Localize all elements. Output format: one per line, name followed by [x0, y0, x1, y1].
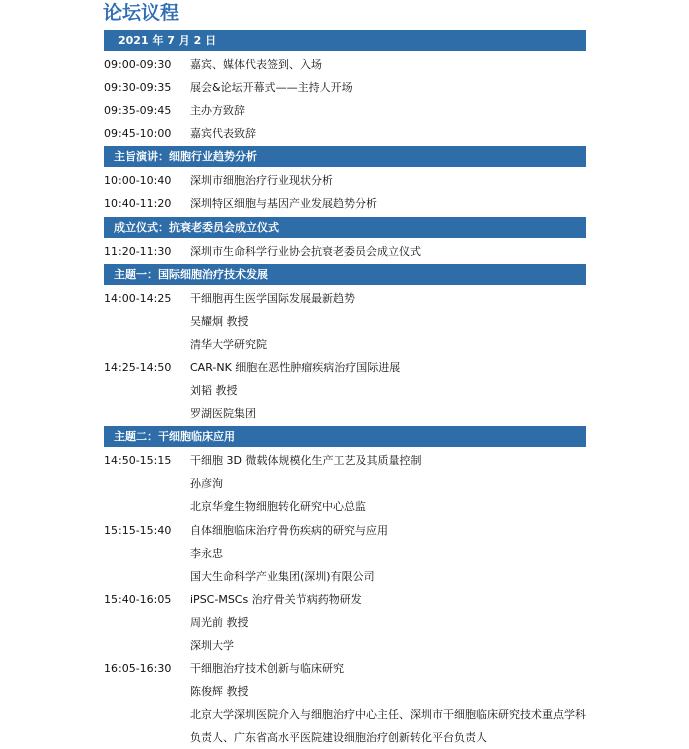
section-header-topic-two: 主题二：干细胞临床应用 — [104, 426, 586, 447]
agenda-row — [104, 99, 586, 122]
agenda-row — [104, 122, 586, 145]
affiliation-row — [104, 565, 586, 588]
section-header-topic-one: 主题一：国际细胞治疗技术发展 — [104, 264, 586, 285]
agenda-time: 15:15-15:40 — [104, 523, 172, 537]
agenda-time: 14:25-14:50 — [104, 360, 172, 374]
agenda-text: 自体细胞临床治疗骨伤疾病的研究与应用 — [190, 523, 388, 537]
agenda-row — [104, 356, 586, 379]
agenda-time: 09:00-09:30 — [104, 58, 172, 71]
speaker-name: 吴耀炯 教授 — [190, 314, 249, 328]
agenda-text: 深圳特区细胞与基因产业发展趋势分析 — [190, 197, 377, 211]
section-header-keynote: 主旨演讲：细胞行业趋势分析 — [104, 146, 586, 167]
speaker-row — [104, 611, 586, 634]
affiliation-row — [104, 402, 586, 425]
section-header-ceremony: 成立仪式：抗衰老委员会成立仪式 — [104, 217, 586, 238]
speaker-row — [104, 680, 586, 703]
agenda-text: 深圳市生命科学行业协会抗衰老委员会成立仪式 — [190, 244, 421, 258]
agenda-row — [104, 76, 586, 99]
speaker-name: 李永忠 — [190, 546, 223, 560]
speaker-row — [104, 472, 586, 495]
speaker-affiliation: 北京华龛生物细胞转化研究中心总监 — [190, 500, 366, 514]
agenda-text: 主办方致辞 — [190, 104, 245, 118]
agenda-time: 11:20-11:30 — [104, 244, 172, 258]
agenda-text: 干细胞 3D 微载体规模化生产工艺及其质量控制 — [190, 454, 422, 468]
speaker-affiliation: 深圳大学 — [190, 638, 234, 652]
agenda-time: 15:40-16:05 — [104, 592, 172, 606]
agenda-text: CAR-NK 细胞在恶性肿瘤疾病治疗国际进展 — [190, 360, 401, 374]
agenda-time: 14:50-15:15 — [104, 454, 172, 468]
speaker-affiliation: 国大生命科学产业集团(深圳)有限公司 — [190, 569, 375, 583]
speaker-name: 刘韬 教授 — [190, 384, 238, 398]
agenda-text: iPSC-MSCs 治疗骨关节病药物研发 — [190, 592, 362, 606]
speaker-name: 陈俊辉 教授 — [190, 685, 249, 699]
agenda-time: 10:40-11:20 — [104, 197, 172, 211]
agenda-text: 嘉宾、媒体代表签到、入场 — [190, 58, 322, 71]
date-header: 2021 年 7 月 2 日 — [104, 30, 586, 51]
agenda-row — [104, 240, 586, 263]
speaker-row — [104, 310, 586, 333]
agenda-row — [104, 657, 586, 680]
agenda-text: 干细胞治疗技术创新与临床研究 — [190, 662, 344, 676]
speaker-affiliation-wrapped: 北京大学深圳医院介入与细胞治疗中心主任、深圳市干细胞临床研究技术重点学科负责人、广东省高水平医院建设细胞治疗创新转化平台负责人 — [190, 708, 586, 745]
affiliation-row — [104, 333, 586, 356]
agenda-row — [104, 169, 586, 192]
agenda-list — [104, 29, 586, 749]
speaker-row — [104, 542, 586, 565]
affiliation-row — [104, 495, 586, 518]
agenda-time: 09:45-10:00 — [104, 127, 172, 141]
agenda-row — [104, 53, 586, 76]
agenda-time: 10:00-10:40 — [104, 174, 172, 188]
page-title: 论坛议程 — [103, 2, 180, 24]
speaker-name: 周光前 教授 — [190, 615, 249, 629]
agenda-text: 深圳市细胞治疗行业现状分析 — [190, 174, 333, 188]
agenda-row — [104, 519, 586, 542]
agenda-text: 干细胞再生医学国际发展最新趋势 — [190, 291, 355, 305]
agenda-time: 09:30-09:35 — [104, 81, 172, 95]
speaker-affiliation: 罗湖医院集团 — [190, 407, 256, 421]
agenda-row — [104, 449, 586, 472]
speaker-affiliation: 清华大学研究院 — [190, 337, 267, 351]
affiliation-row — [104, 634, 586, 657]
agenda-time: 14:00-14:25 — [104, 291, 172, 305]
agenda-time: 16:05-16:30 — [104, 662, 172, 676]
agenda-row — [104, 192, 586, 215]
agenda-text: 展会&论坛开幕式——主持人开场 — [190, 81, 353, 95]
speaker-name: 孙彦洵 — [190, 477, 223, 491]
agenda-text: 嘉宾代表致辞 — [190, 127, 256, 141]
agenda-row — [104, 588, 586, 611]
agenda-time: 09:35-09:45 — [104, 104, 172, 118]
speaker-row — [104, 379, 586, 402]
agenda-row — [104, 287, 586, 310]
